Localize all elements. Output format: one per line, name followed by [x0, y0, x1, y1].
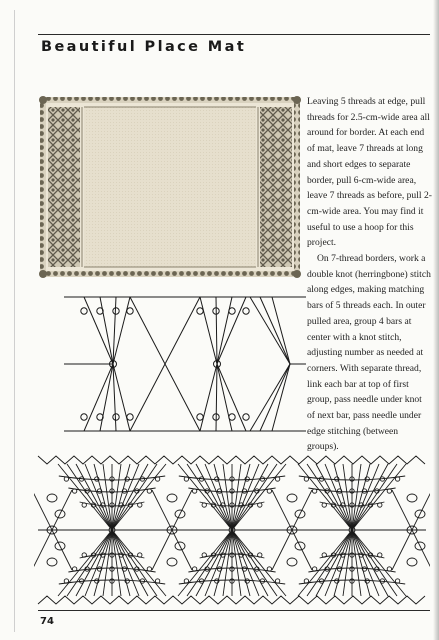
stitch-diagram-fan-border	[34, 452, 430, 608]
instructions-paragraph: Leaving 5 threads at edge, pull threads for 2.5-cm-wide area all around for border. At each end of mat, leave 7 threads at long and short edges to separate border, pull 6-cm-wide area, leave 7 threads as before, pull 2-cm-wide area. You may find it useful to use a hoop for this project.	[307, 96, 432, 249]
stitch-diagram-crossed-bars	[60, 293, 310, 435]
gutter-shadow	[433, 0, 439, 640]
footer-rule	[38, 610, 430, 611]
page-edge-line	[14, 10, 15, 632]
page-number: 74	[40, 616, 54, 627]
instructions-paragraph: On 7-thread borders, work a double knot (herringbone) stitch along edges, making matching bars of 5 threads each. In outer pulled area, group 4 bars at center with a knot stitch, adjusting number as needed at corners. With separate thread, link each bar at top of first group, pass needle under knot of next bar, pass needle under edge stitching (between groups).	[307, 253, 431, 453]
page-title: Beautiful Place Mat	[41, 39, 247, 55]
place-mat-photo	[38, 95, 302, 279]
header-rule	[38, 34, 430, 35]
instructions-text	[307, 94, 432, 455]
